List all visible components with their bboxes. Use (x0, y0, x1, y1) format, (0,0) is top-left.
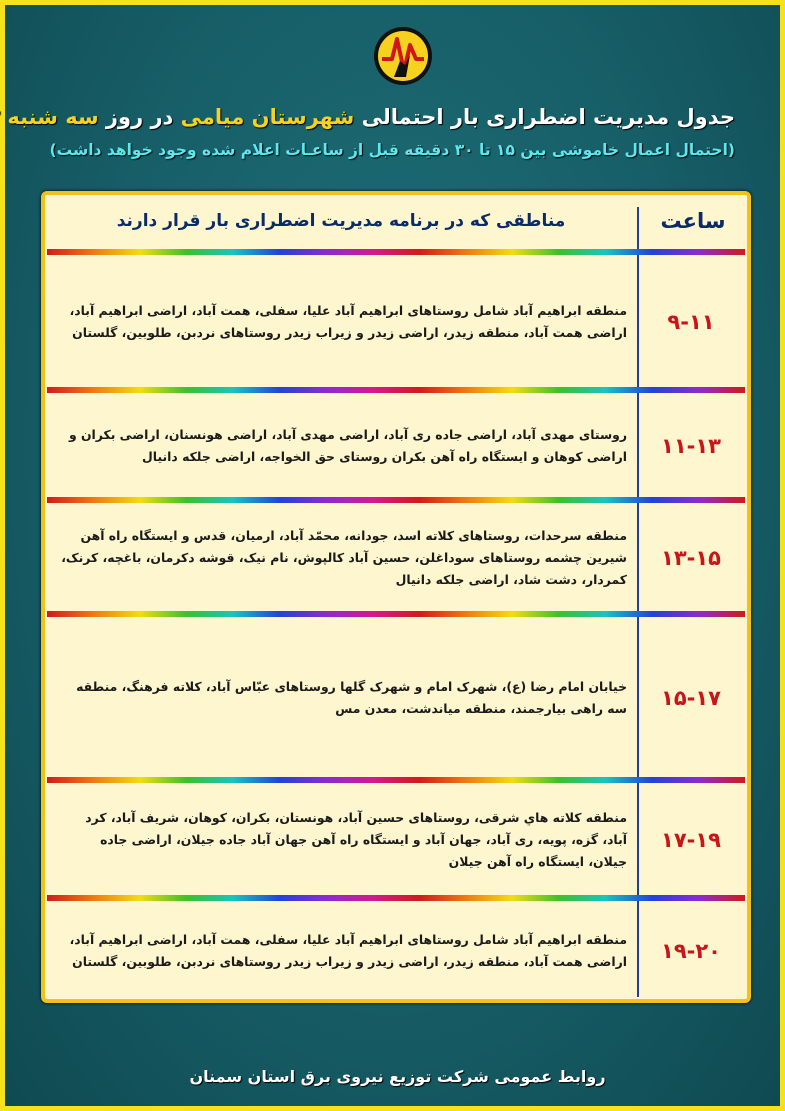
row-time: ۱۱-۱۳ (661, 434, 721, 458)
row-areas: منطقه ابراهیم آباد شامل روستاهای ابراهیم آباد علیا، سفلی، همت آباد، اراضی ابراهیم آباد، اراضی همت آباد، منطقه زیدر، اراضی زیدر و زیراب زیدر روستاهای نردبن، طلوبین، گلستان (69, 303, 627, 340)
title-main: جدول مدیریت اضطراری بار احتمالی (361, 105, 735, 129)
table-row (45, 395, 745, 497)
table-row (45, 903, 745, 999)
title-day-prefix: در روز (105, 105, 174, 129)
row-time: ۱۳-۱۵ (661, 546, 721, 570)
title-date: سه شنبه (7, 105, 99, 129)
row-separator (47, 777, 745, 783)
title-city: شهرستان میامی (180, 105, 355, 129)
table-row (45, 257, 745, 387)
row-time: ۱۷-۱۹ (661, 828, 721, 852)
row-time: ۱۵-۱۷ (661, 686, 721, 710)
page-subtitle: (احتمال اعمال خاموشی بین ۱۵ تا ۳۰ دقیقه قبل از ساعـات اعلام شده وجود خواهد داشت) (49, 141, 735, 159)
header-areas: مناطقی که در برنامه مدیریت اضطراری بار قرار دارند (116, 211, 566, 231)
lightning-circle-logo (372, 25, 434, 87)
row-separator (47, 387, 745, 393)
page-title (7, 105, 735, 141)
row-separator (47, 497, 745, 503)
row-areas: منطقه کلاته هاي شرقی، روستاهای حسین آباد، هونستان، بکران، کوهان، شریف آباد، کرد آباد، گزه، پویه، ری آباد، جهان آباد و ایستگاه راه آهن جهان آباد جاده جیلان، اراضی جاده جیلان، ایستگاه راه آهن جیلان (85, 810, 627, 869)
table-row (45, 505, 745, 611)
row-time: ۱۹-۲۰ (661, 939, 721, 963)
footer-credit: روابط عمومی شرکت توزیع نیروی برق استان سمنان (189, 1067, 606, 1086)
row-time: ۹-۱۱ (667, 310, 715, 334)
table-row (45, 785, 745, 895)
row-separator (47, 895, 745, 901)
header-time: ساعت (660, 209, 726, 233)
table-row (45, 619, 745, 777)
row-areas: روستای مهدی آباد، اراضی جاده ری آباد، اراضی مهدی آباد، اراضی هونسنان، اراضی بکران و اراضی کوهان و ایستگاه راه آهن بکران روستای حق الخواجه، اراضی جلکه دانیال (68, 427, 627, 464)
row-areas: منطقه سرحدات، روستاهای کلاته اسد، جودانه، محمّد آباد، ارمیان، قدس و ایستگاه راه آهن شیرین چشمه روستاهای سوداغلن، حسین آباد کالپوش، نام نیک، قوشه دکرمان، باغچه، کرنک، کمردار، دشت شاد، اراضی جلکه دانیال (61, 528, 627, 587)
schedule-table (41, 191, 751, 1003)
row-areas: خیابان امام رضا (ع)، شهرک امام و شهرک گلها روستاهای عبّاس آباد، کلاته فرهنگ، منطقه سه راهی بیارجمند، منطقه میاندشت، معدن مس (76, 679, 627, 716)
row-areas: منطقه ابراهیم آباد شامل روستاهای ابراهیم آباد علیا، سفلی، همت آباد، اراضی ابراهیم آباد، اراضی همت آباد، منطقه زیدر، اراضی زیدر و زیراب زیدر روستاهای نردبن، طلوبین، گلستان (69, 932, 627, 969)
row-separator (47, 611, 745, 617)
row-separator (47, 249, 745, 255)
